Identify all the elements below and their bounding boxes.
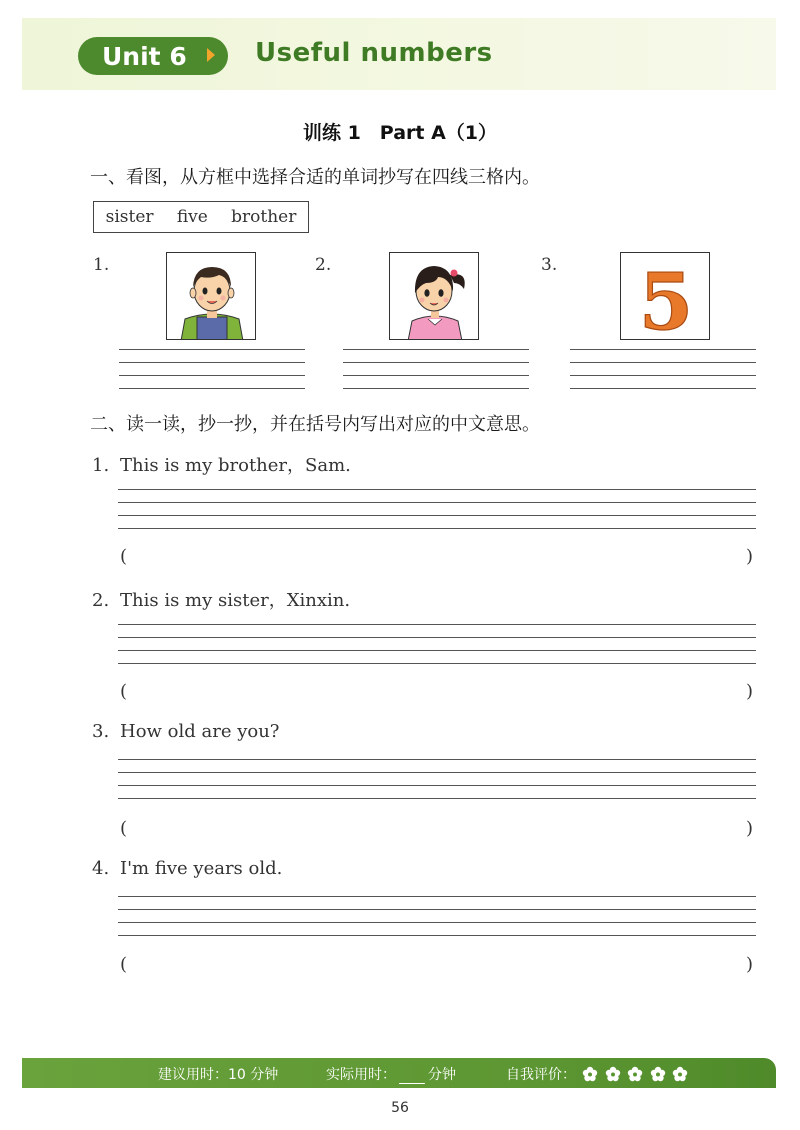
- self-eval-label: 自我评价：: [506, 1067, 576, 1083]
- item-number: 3.: [541, 255, 558, 275]
- paren-open: (: [120, 954, 128, 975]
- paren-close: ): [746, 681, 754, 702]
- part2-instruction: 二、读一读，抄一抄，并在括号内写出对应的中文意思。: [90, 414, 540, 435]
- part1-instruction: 一、看图，从方框中选择合适的单词抄写在四线三格内。: [90, 167, 540, 188]
- flower-icon[interactable]: [627, 1066, 643, 1082]
- page-number: 56: [391, 1100, 409, 1116]
- word-bank-item: five: [176, 207, 208, 227]
- self-eval: [506, 1064, 688, 1084]
- word-bank-item: sister: [105, 207, 154, 227]
- paren-open: (: [120, 546, 128, 567]
- sentence-text: How old are you?: [120, 721, 280, 742]
- writing-lines[interactable]: [570, 349, 756, 389]
- word-bank-item: brother: [231, 207, 297, 227]
- sentence-item: [92, 858, 282, 879]
- sentence-number: 2.: [92, 590, 110, 611]
- sentence-text: This is my sister，Xinxin.: [120, 590, 351, 611]
- girl-picture: [389, 252, 479, 340]
- writing-lines[interactable]: [118, 759, 756, 799]
- word-bank: [93, 201, 309, 233]
- unit-title: Useful numbers: [255, 38, 493, 68]
- writing-lines[interactable]: [118, 896, 756, 936]
- flower-icon[interactable]: [582, 1066, 598, 1082]
- sentence-text: This is my brother，Sam.: [120, 455, 351, 476]
- paren-open: (: [120, 818, 128, 839]
- paren-close: ): [746, 954, 754, 975]
- item-number: 2.: [315, 255, 332, 275]
- sentence-item: [92, 451, 351, 477]
- number-five-digit: 5: [638, 257, 694, 340]
- boy-picture: [166, 252, 256, 340]
- number-five-icon: [621, 253, 710, 340]
- writing-lines[interactable]: [118, 489, 756, 529]
- actual-time-blank[interactable]: [399, 1070, 425, 1084]
- writing-lines[interactable]: [343, 349, 529, 389]
- actual-time: [326, 1064, 456, 1084]
- flower-icon[interactable]: [605, 1066, 621, 1082]
- sentence-item: [92, 586, 350, 612]
- sentence-number: 3.: [92, 721, 110, 742]
- unit-badge: [78, 37, 228, 75]
- sentence-item: [92, 721, 279, 742]
- paren-open: (: [120, 681, 128, 702]
- flower-icon[interactable]: [650, 1066, 666, 1082]
- play-arrow-icon: [207, 48, 215, 62]
- sentence-number: 4.: [92, 858, 110, 879]
- footer-band: [22, 1058, 776, 1088]
- sentence-number: 1.: [92, 455, 110, 476]
- item-number: 1.: [93, 255, 110, 275]
- writing-lines[interactable]: [118, 624, 756, 664]
- paren-close: ): [746, 546, 754, 567]
- boy-icon: [167, 253, 256, 340]
- unit-label: Unit 6: [102, 41, 187, 71]
- actual-time-label: 实际用时：: [326, 1067, 396, 1083]
- number-five-picture: [620, 252, 710, 340]
- girl-icon: [390, 253, 479, 340]
- suggested-time: 建议用时：10 分钟: [158, 1067, 279, 1083]
- paren-close: ): [746, 818, 754, 839]
- sentence-text: I'm five years old.: [120, 858, 283, 879]
- writing-lines[interactable]: [119, 349, 305, 389]
- actual-time-unit: 分钟: [428, 1067, 456, 1083]
- section-title: 训练 1 Part A（1）: [302, 122, 498, 144]
- flower-icon[interactable]: [672, 1066, 688, 1082]
